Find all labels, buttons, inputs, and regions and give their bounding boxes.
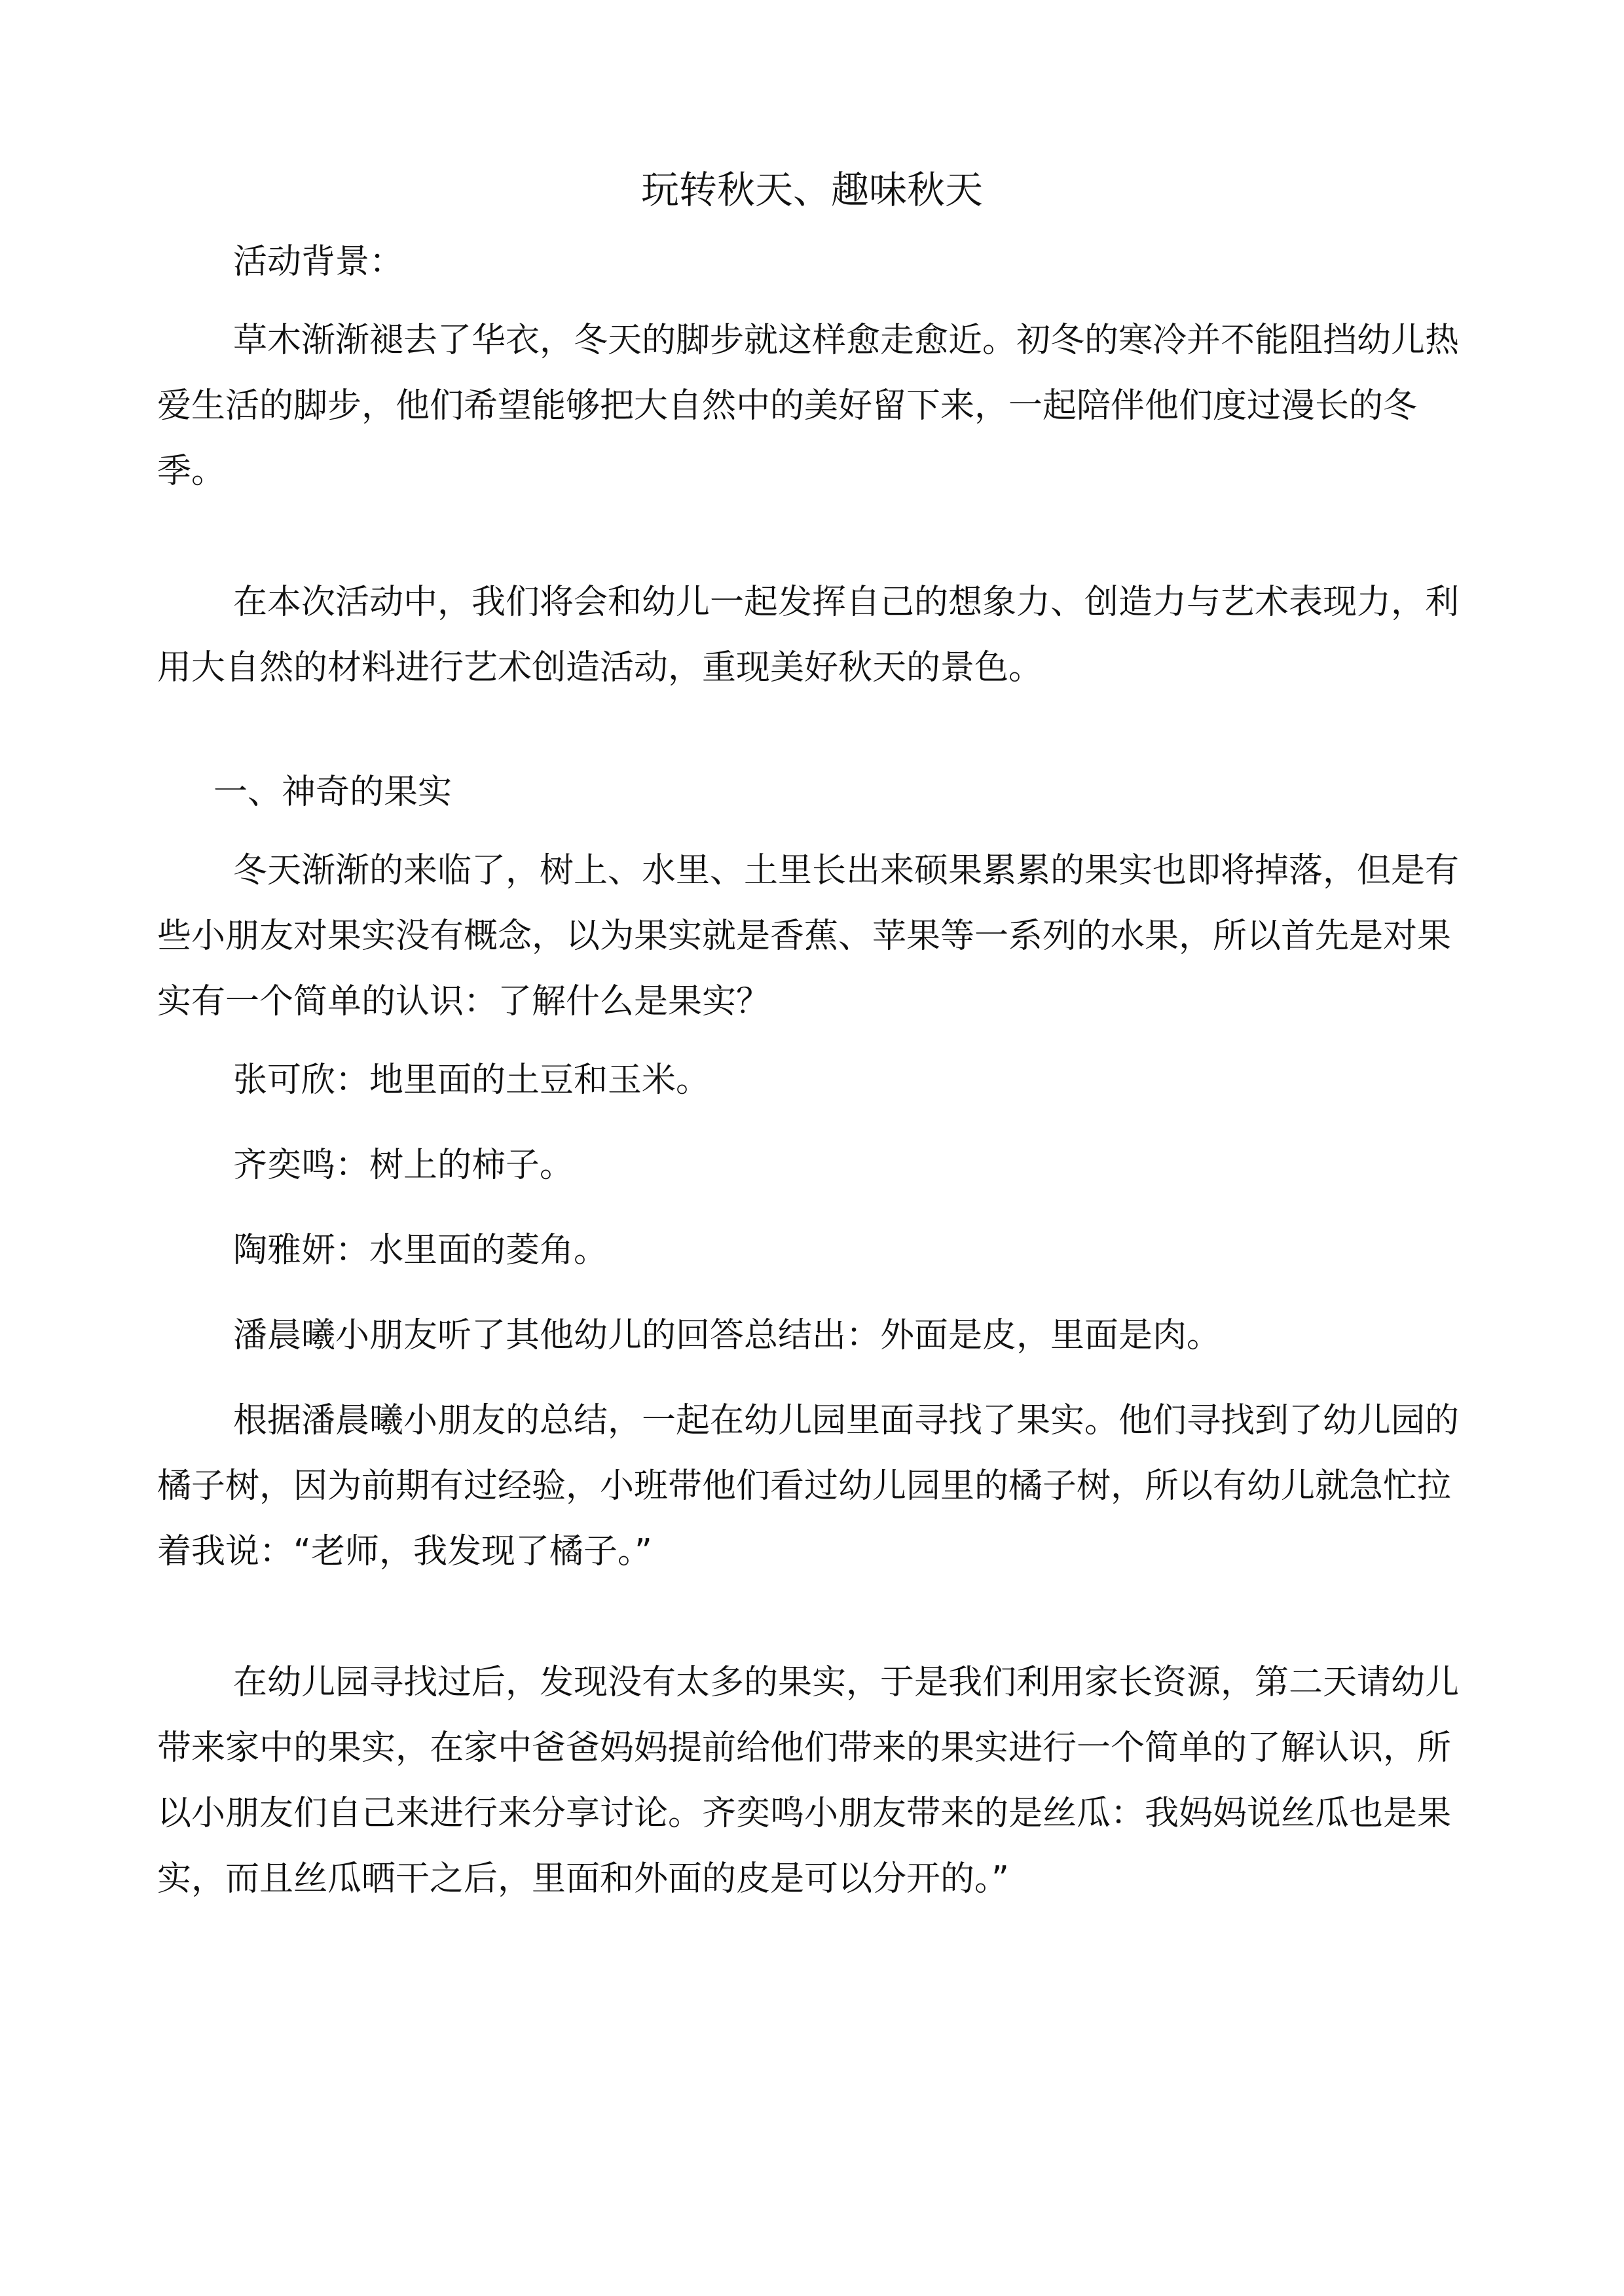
page-title: 玩转秋天、趣味秋天 [640,168,983,212]
answer-line-3: 陶雅妍：水里面的菱角。 [233,1231,608,1270]
section1-paragraph-1: 冬天渐渐的来临了，树上、水里、土里长出来硕果累累的果实也即将掉落，但是有些小朋友对果实没有概念，以为果实就是香蕉、苹果等一系列的水果，所以首先是对果实有一个简单的认识：了解什么是果实？ [157,851,1460,1021]
section1-paragraph-home: 在幼儿园寻找过后，发现没有太多的果实，于是我们利用家长资源，第二天请幼儿带来家中的果实，在家中爸爸妈妈提前给他们带来的果实进行一个简单的了解认识，所以小朋友们自己来进行来分享讨论。齐奕鸣小朋友带来的是丝瓜：我妈妈说丝瓜也是果实，而且丝瓜晒干之后，里面和外面的皮是可以分开的。” [157,1663,1460,1899]
answer-line-1: 张可欣：地里面的土豆和玉米。 [233,1061,710,1100]
summary-paragraph: 潘晨曦小朋友听了其他幼儿的回答总结出：外面是皮，里面是肉。 [233,1316,1221,1355]
section1-paragraph-search: 根据潘晨曦小朋友的总结，一起在幼儿园里面寻找了果实。他们寻找到了幼儿园的橘子树，因为前期有过经验，小班带他们看过幼儿园里的橘子树，所以有幼儿就急忙拉着我说：“老师，我发现了橘子。” [157,1401,1460,1571]
intro-paragraph-2: 在本次活动中，我们将会和幼儿一起发挥自己的想象力、创造力与艺术表现力，利用大自然的材料进行艺术创造活动，重现美好秋天的景色。 [157,583,1460,687]
section-heading-fruit: 一、神奇的果实 [213,773,452,812]
intro-paragraph-1: 草木渐渐褪去了华衣，冬天的脚步就这样愈走愈近。初冬的寒冷并不能阻挡幼儿热爱生活的脚步，他们希望能够把大自然中的美好留下来，一起陪伴他们度过漫长的冬季。 [157,321,1460,491]
answer-line-2: 齐奕鸣：树上的柿子。 [233,1146,574,1185]
background-heading: 活动背景： [233,242,404,282]
